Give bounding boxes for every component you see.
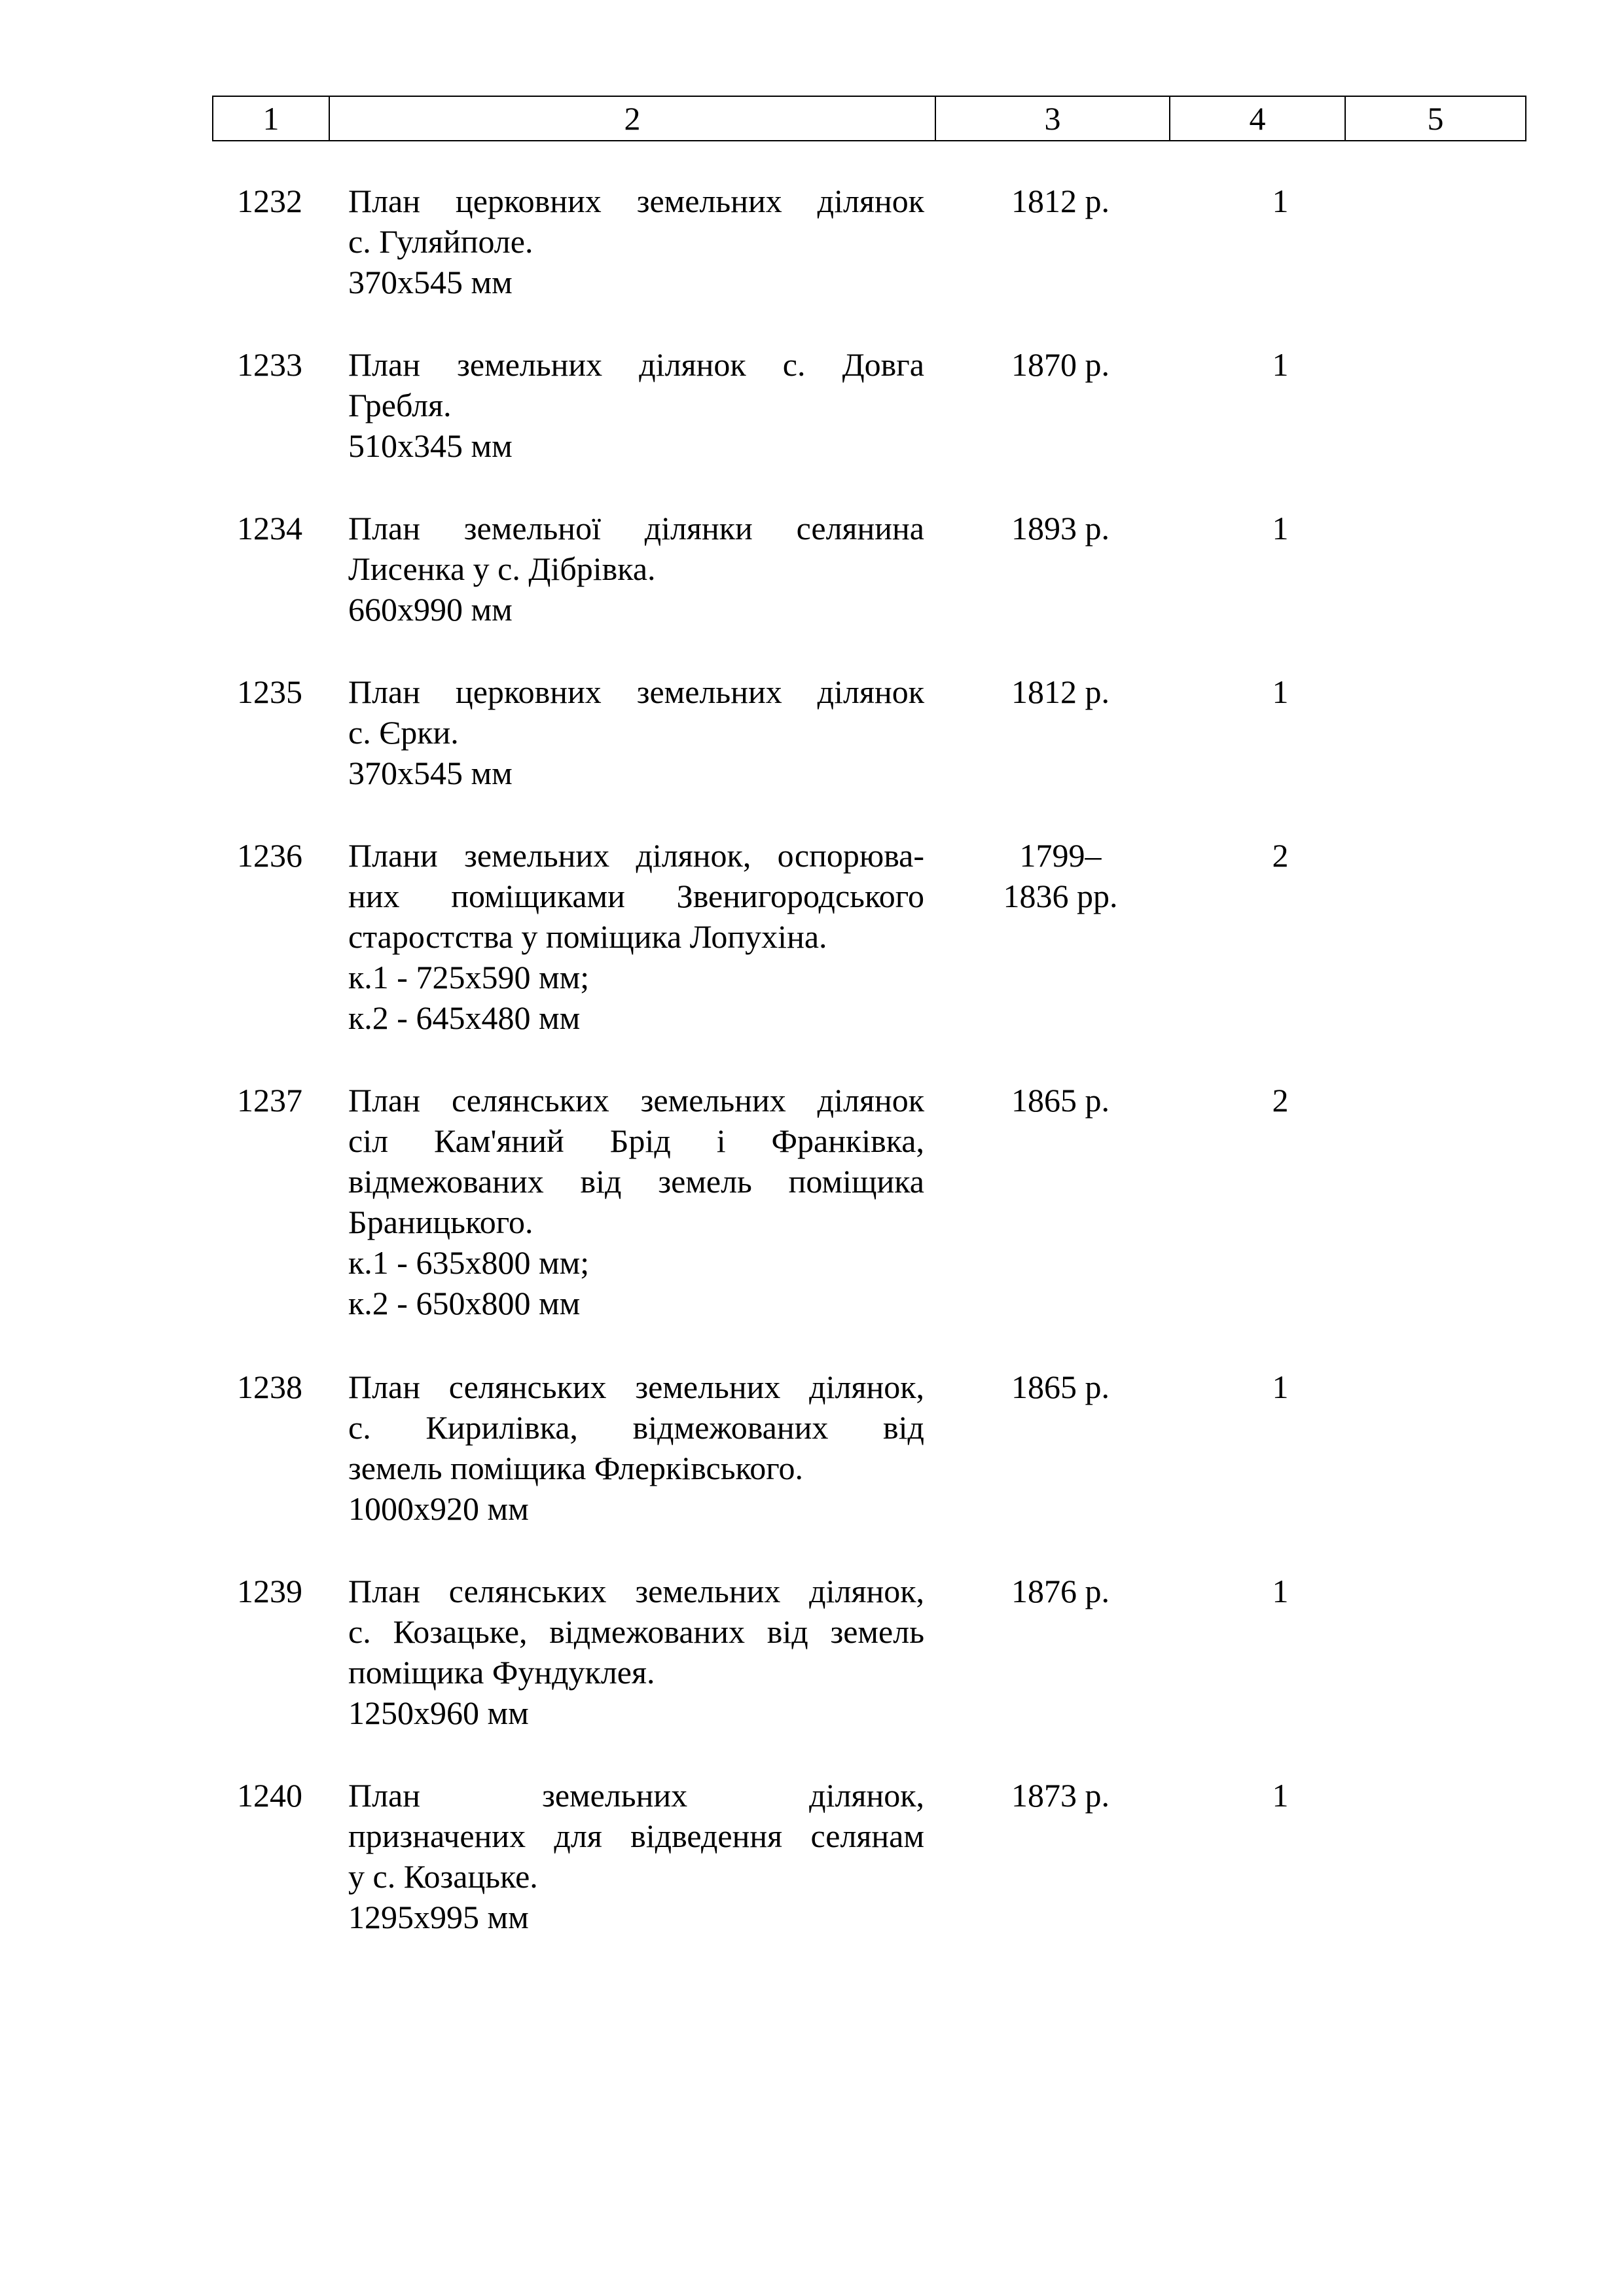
record-size: 1295х995 мм: [348, 1899, 529, 1935]
record-date-line: 1812 р.: [1011, 673, 1110, 710]
record-description: [348, 672, 924, 793]
column-header-3: 3: [935, 96, 1170, 141]
record-1234: [212, 508, 1525, 672]
record-description: [348, 1080, 924, 1323]
record-title-line: них поміщиками Звенигородського: [348, 878, 924, 914]
record-title-line: Гребля.: [348, 387, 452, 423]
record-date: [936, 1367, 1185, 1407]
record-date-line: 1873 р.: [1011, 1777, 1110, 1814]
record-title-line: Браницького.: [348, 1204, 533, 1240]
record-date-line: 1799–: [1019, 837, 1102, 874]
record-title-line: План селянських земельних ділянок,: [348, 1369, 924, 1405]
record-date-line: 1893 р.: [1011, 510, 1110, 547]
record-date: [936, 835, 1185, 916]
record-count: 2: [1272, 1082, 1289, 1119]
record-number: 1240: [237, 1777, 302, 1814]
record-title-line: План селянських земельних ділянок,: [348, 1573, 924, 1609]
record-title-line: План церковних земельних ділянок: [348, 673, 924, 710]
record-date-line: 1812 р.: [1011, 183, 1110, 219]
record-title-line: с. Кирилівка, відмежованих від: [348, 1409, 924, 1446]
record-title-line: Плани земельних ділянок, оспорюва-: [348, 837, 924, 874]
record-count: 1: [1272, 183, 1289, 219]
record-title-line: у с. Козацьке.: [348, 1858, 538, 1895]
record-number: 1233: [237, 346, 302, 383]
record-title-line: План земельної ділянки селянина: [348, 510, 924, 547]
column-header-table: [212, 96, 1526, 141]
record-number: 1236: [237, 837, 302, 874]
record-number: 1235: [237, 673, 302, 710]
record-size: к.1 - 635х800 мм;: [348, 1244, 590, 1281]
record-count: 1: [1272, 1573, 1289, 1609]
record-size: к.1 - 725х590 мм;: [348, 959, 590, 996]
record-size: к.2 - 645х480 мм: [348, 999, 581, 1036]
record-title-line: с. Гуляйполе.: [348, 223, 533, 260]
record-number: 1237: [237, 1082, 302, 1119]
record-size: 1250х960 мм: [348, 1695, 529, 1731]
column-header-row: [213, 96, 1526, 141]
record-title-line: поміщика Фундуклея.: [348, 1654, 655, 1691]
record-number: 1232: [237, 183, 302, 219]
record-1240: [212, 1775, 1525, 1979]
record-1232: [212, 181, 1525, 344]
column-header-4: 4: [1170, 96, 1345, 141]
record-description: [348, 835, 924, 1038]
record-date-line: 1865 р.: [1011, 1082, 1110, 1119]
record-description: [348, 181, 924, 302]
record-title-line: відмежованих від земель поміщика: [348, 1163, 924, 1200]
record-number: 1239: [237, 1573, 302, 1609]
record-title-line: План земельних ділянок с. Довга: [348, 346, 924, 383]
record-1238: [212, 1367, 1525, 1571]
record-count: 2: [1272, 837, 1289, 874]
record-title-line: с. Єрки.: [348, 714, 459, 751]
column-header-1: 1: [213, 96, 329, 141]
record-size: 660х990 мм: [348, 591, 513, 628]
record-date: [936, 508, 1185, 548]
record-title-line: Лисенка у с. Дібрівка.: [348, 550, 656, 587]
record-title-line: земель поміщика Флерківського.: [348, 1450, 804, 1486]
record-1237: [212, 1080, 1525, 1367]
record-date-line: 1836 рр.: [1003, 878, 1118, 914]
record-size: 510х345 мм: [348, 427, 513, 464]
record-size: 370х545 мм: [348, 264, 513, 300]
column-header-5: 5: [1345, 96, 1526, 141]
column-header-2: 2: [329, 96, 935, 141]
record-count: 1: [1272, 510, 1289, 547]
record-date: [936, 1775, 1185, 1816]
record-date-line: 1865 р.: [1011, 1369, 1110, 1405]
record-title-line: План церковних земельних ділянок: [348, 183, 924, 219]
record-date: [936, 181, 1185, 221]
record-title-line: старостства у поміщика Лопухіна.: [348, 918, 827, 955]
record-count: 1: [1272, 346, 1289, 383]
record-title-line: сіл Кам'яний Брід і Франківка,: [348, 1122, 924, 1159]
record-title-line: с. Козацьке, відмежованих від земель: [348, 1613, 924, 1650]
record-description: [348, 1571, 924, 1733]
record-date-line: 1870 р.: [1011, 346, 1110, 383]
record-size: 1000х920 мм: [348, 1490, 529, 1527]
record-size: 370х545 мм: [348, 755, 513, 791]
record-date: [936, 672, 1185, 712]
record-date: [936, 1080, 1185, 1121]
record-date-line: 1876 р.: [1011, 1573, 1110, 1609]
record-size: к.2 - 650х800 мм: [348, 1285, 581, 1321]
record-1236: [212, 835, 1525, 1080]
record-1235: [212, 672, 1525, 835]
record-list: [212, 181, 1525, 1979]
record-count: 1: [1272, 1777, 1289, 1814]
record-count: 1: [1272, 1369, 1289, 1405]
record-number: 1234: [237, 510, 302, 547]
record-1233: [212, 344, 1525, 508]
record-description: [348, 1775, 924, 1937]
record-title-line: призначених для відведення селянам: [348, 1818, 924, 1854]
record-description: [348, 344, 924, 466]
record-description: [348, 508, 924, 630]
record-number: 1238: [237, 1369, 302, 1405]
record-title-line: План селянських земельних ділянок: [348, 1082, 924, 1119]
record-count: 1: [1272, 673, 1289, 710]
record-1239: [212, 1571, 1525, 1775]
record-date: [936, 344, 1185, 385]
record-date: [936, 1571, 1185, 1611]
record-description: [348, 1367, 924, 1529]
record-title-line: План земельних ділянок,: [348, 1777, 924, 1814]
